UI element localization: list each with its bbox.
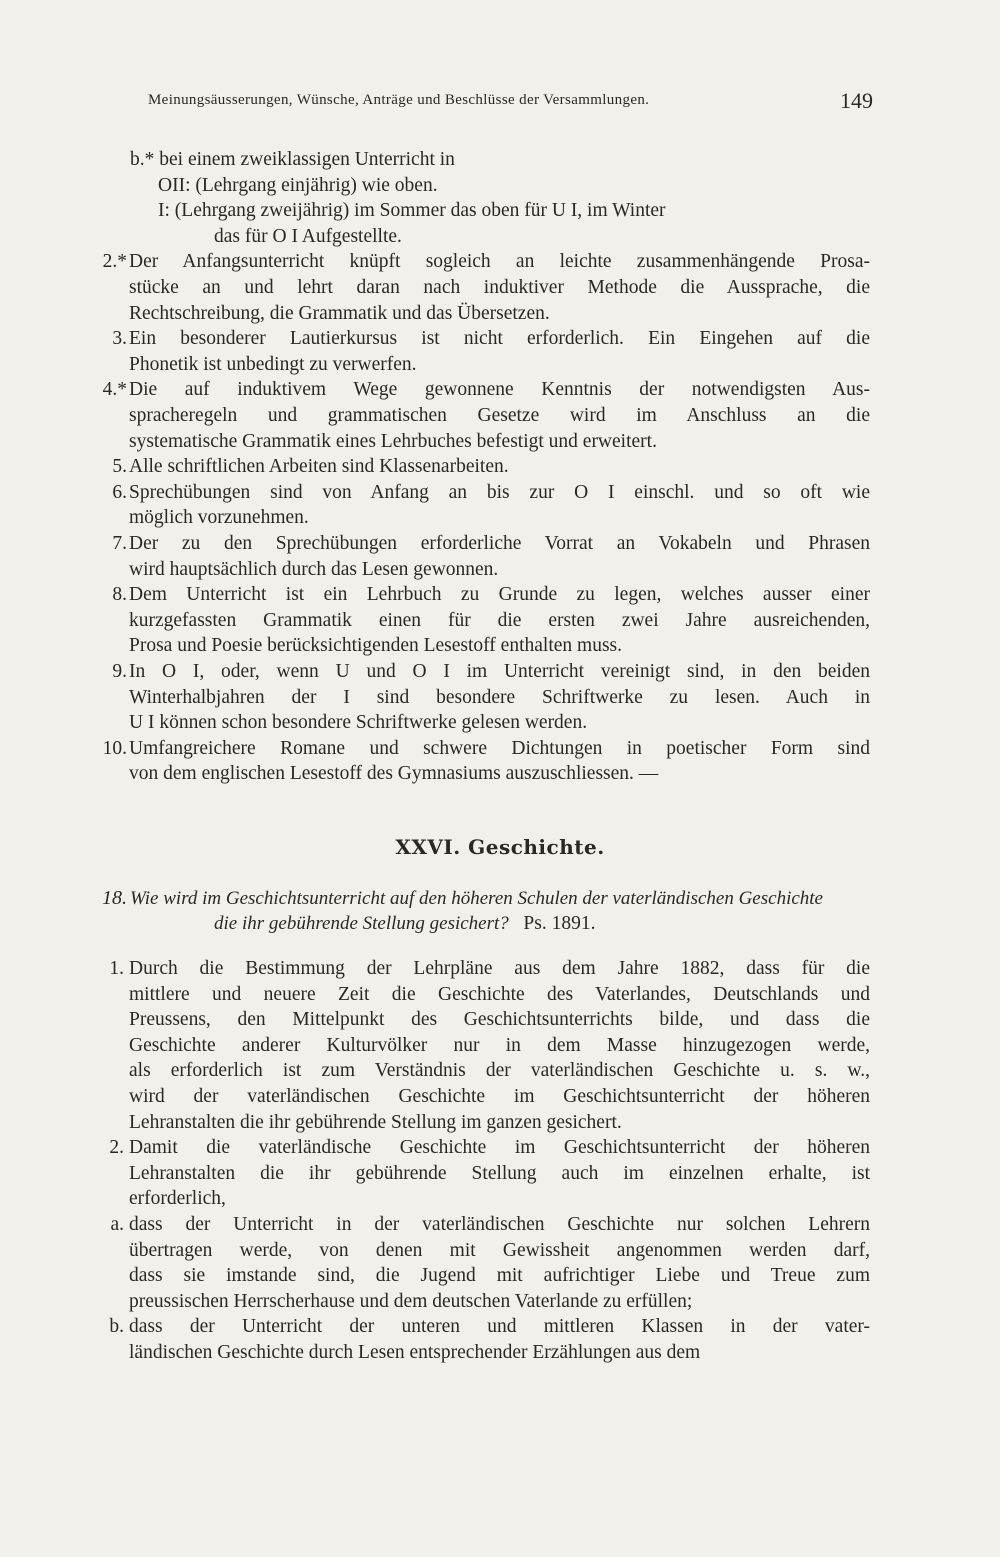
text-line: b.* bei einem zweiklassigen Unterricht in: [130, 149, 455, 170]
text-line: Winterhalbjahren der I sind besondere Schriftwerke zu lesen. Auch in: [129, 686, 870, 708]
text-line: Rechtschreibung, die Grammatik und das Übersetzen.: [129, 302, 550, 324]
text-line: Geschichte anderer Kulturvölker nur in dem Masse hinzugezogen werde,: [129, 1034, 870, 1056]
text-line: kurzgefassten Grammatik einen für die ersten zwei Jahre ausreichenden,: [129, 609, 870, 631]
text-line: das für O I Aufgestellte.: [214, 225, 402, 247]
text-line: Damit die vaterländische Geschichte im Geschichtsunterricht der höheren: [129, 1137, 870, 1159]
item-number: 5.: [112, 456, 127, 478]
text-line: mittlere und neuere Zeit die Geschichte des Vaterlandes, Deutschlands und: [129, 983, 870, 1005]
text-line: Lehranstalten die ihr gebührende Stellung auch im einzelnen erhalte, ist: [129, 1162, 870, 1184]
item-number: 6.: [112, 481, 127, 503]
text-line: wird hauptsächlich durch das Lesen gewonnen.: [129, 558, 499, 580]
text-line: übertragen werde, von denen mit Gewissheit angenommen werden darf,: [129, 1239, 870, 1261]
item-number: a.: [110, 1214, 124, 1235]
section-heading: XXVI. Geschichte.: [395, 835, 605, 859]
text-line: Dem Unterricht ist ein Lehrbuch zu Grunde zu legen, welches ausser einer: [129, 584, 870, 606]
running-head: Meinungsäusserungen, Wünsche, Anträge und Beschlüsse der Versammlungen.: [148, 92, 650, 108]
text-line: Phonetik ist unbedingt zu verwerfen.: [129, 353, 417, 375]
item-number: 3.: [112, 328, 127, 350]
text-line: Die auf induktivem Wege gewonnene Kenntnis der notwendigsten Aus-: [129, 379, 870, 401]
item-number: 2.*: [102, 251, 127, 273]
text-line: spracheregeln und grammatischen Gesetze wird im Anschluss an die: [129, 405, 870, 426]
text-line: als erforderlich ist zum Verständnis der vaterländischen Geschichte u. s. w.,: [129, 1060, 870, 1082]
item-number: 10.: [102, 737, 127, 759]
text-line: systematische Grammatik eines Lehrbuches befestigt und erweitert.: [129, 430, 657, 452]
text-line: dass sie imstande sind, die Jugend mit aufrichtiger Liebe und Treue zum: [129, 1265, 870, 1287]
item-number: 9.: [112, 661, 127, 682]
text-line: Ein besonderer Lautierkursus ist nicht erforderlich. Ein Eingehen auf die: [129, 328, 870, 350]
question-number: 18.: [102, 887, 127, 909]
text-line: Durch die Bestimmung der Lehrpläne aus dem Jahre 1882, dass für die: [129, 958, 870, 979]
page-number: 149: [840, 88, 873, 113]
text-line: erforderlich,: [129, 1188, 226, 1210]
text-line: ländischen Geschichte durch Lesen entsprechender Erzählungen aus dem: [129, 1342, 701, 1363]
text-line: Der Anfangsunterricht knüpft sogleich an leichte zusammenhängende Prosa-: [129, 251, 870, 273]
text-line: stücke an und lehrt daran nach induktiver Methode die Aussprache, die: [129, 277, 870, 298]
text-line: dass der Unterricht der unteren und mittleren Klassen in der vater-: [129, 1316, 870, 1338]
text-line: Preussens, den Mittelpunkt des Geschichtsunterrichts bilde, und dass die: [129, 1009, 870, 1031]
text-line: In O I, oder, wenn U und O I im Unterricht vereinigt sind, in den beiden: [129, 661, 870, 682]
text-line: möglich vorzunehmen.: [129, 507, 309, 529]
item-number: 8.: [112, 584, 127, 606]
text-line: wird der vaterländischen Geschichte im Geschichtsunterricht der höheren: [129, 1086, 870, 1107]
text-line: U I können schon besondere Schriftwerke gelesen werden.: [129, 712, 588, 734]
item-number: 7.: [112, 533, 127, 554]
text-line: Sprechübungen sind von Anfang an bis zur O I einschl. und so oft wie: [129, 481, 870, 503]
page-header: [148, 88, 873, 118]
text-line: Der zu den Sprechübungen erforderliche Vorrat an Vokabeln und Phrasen: [129, 533, 870, 554]
item-number: 4.*: [102, 379, 127, 401]
text-line: Lehranstalten die ihr gebührende Stellung im ganzen gesichert.: [129, 1111, 622, 1133]
text-line: I: (Lehrgang zweijährig) im Sommer das oben für U I, im Winter: [158, 200, 666, 222]
item-number: 1.: [109, 958, 124, 979]
text-line: Prosa und Poesie berücksichtigenden Lesestoff enthalten muss.: [129, 635, 622, 657]
question-text-line: Wie wird im Geschichtsunterricht auf den höheren Schulen der vaterländischen Geschichte: [130, 888, 823, 909]
text-line: OII: (Lehrgang einjährig) wie oben.: [158, 174, 438, 196]
question-text: die ihr gebührende Stellung gesichert?: [214, 913, 509, 934]
text-line: Umfangreichere Romane und schwere Dichtungen in poetischer Form sind: [129, 737, 870, 759]
question-source: Ps. 1891.: [523, 913, 596, 934]
item-number: 2.: [109, 1137, 124, 1159]
item-number: b.: [109, 1316, 124, 1338]
text-line: dass der Unterricht in der vaterländischen Geschichte nur solchen Lehrern: [129, 1214, 870, 1235]
text-line: preussischen Herrscherhause und dem deutschen Vaterlande zu erfüllen;: [129, 1290, 693, 1312]
text-line: Alle schriftlichen Arbeiten sind Klassenarbeiten.: [129, 456, 509, 478]
text-line: von dem englischen Lesestoff des Gymnasiums auszuschliessen. —: [129, 763, 659, 785]
question-text-line: [214, 911, 595, 936]
